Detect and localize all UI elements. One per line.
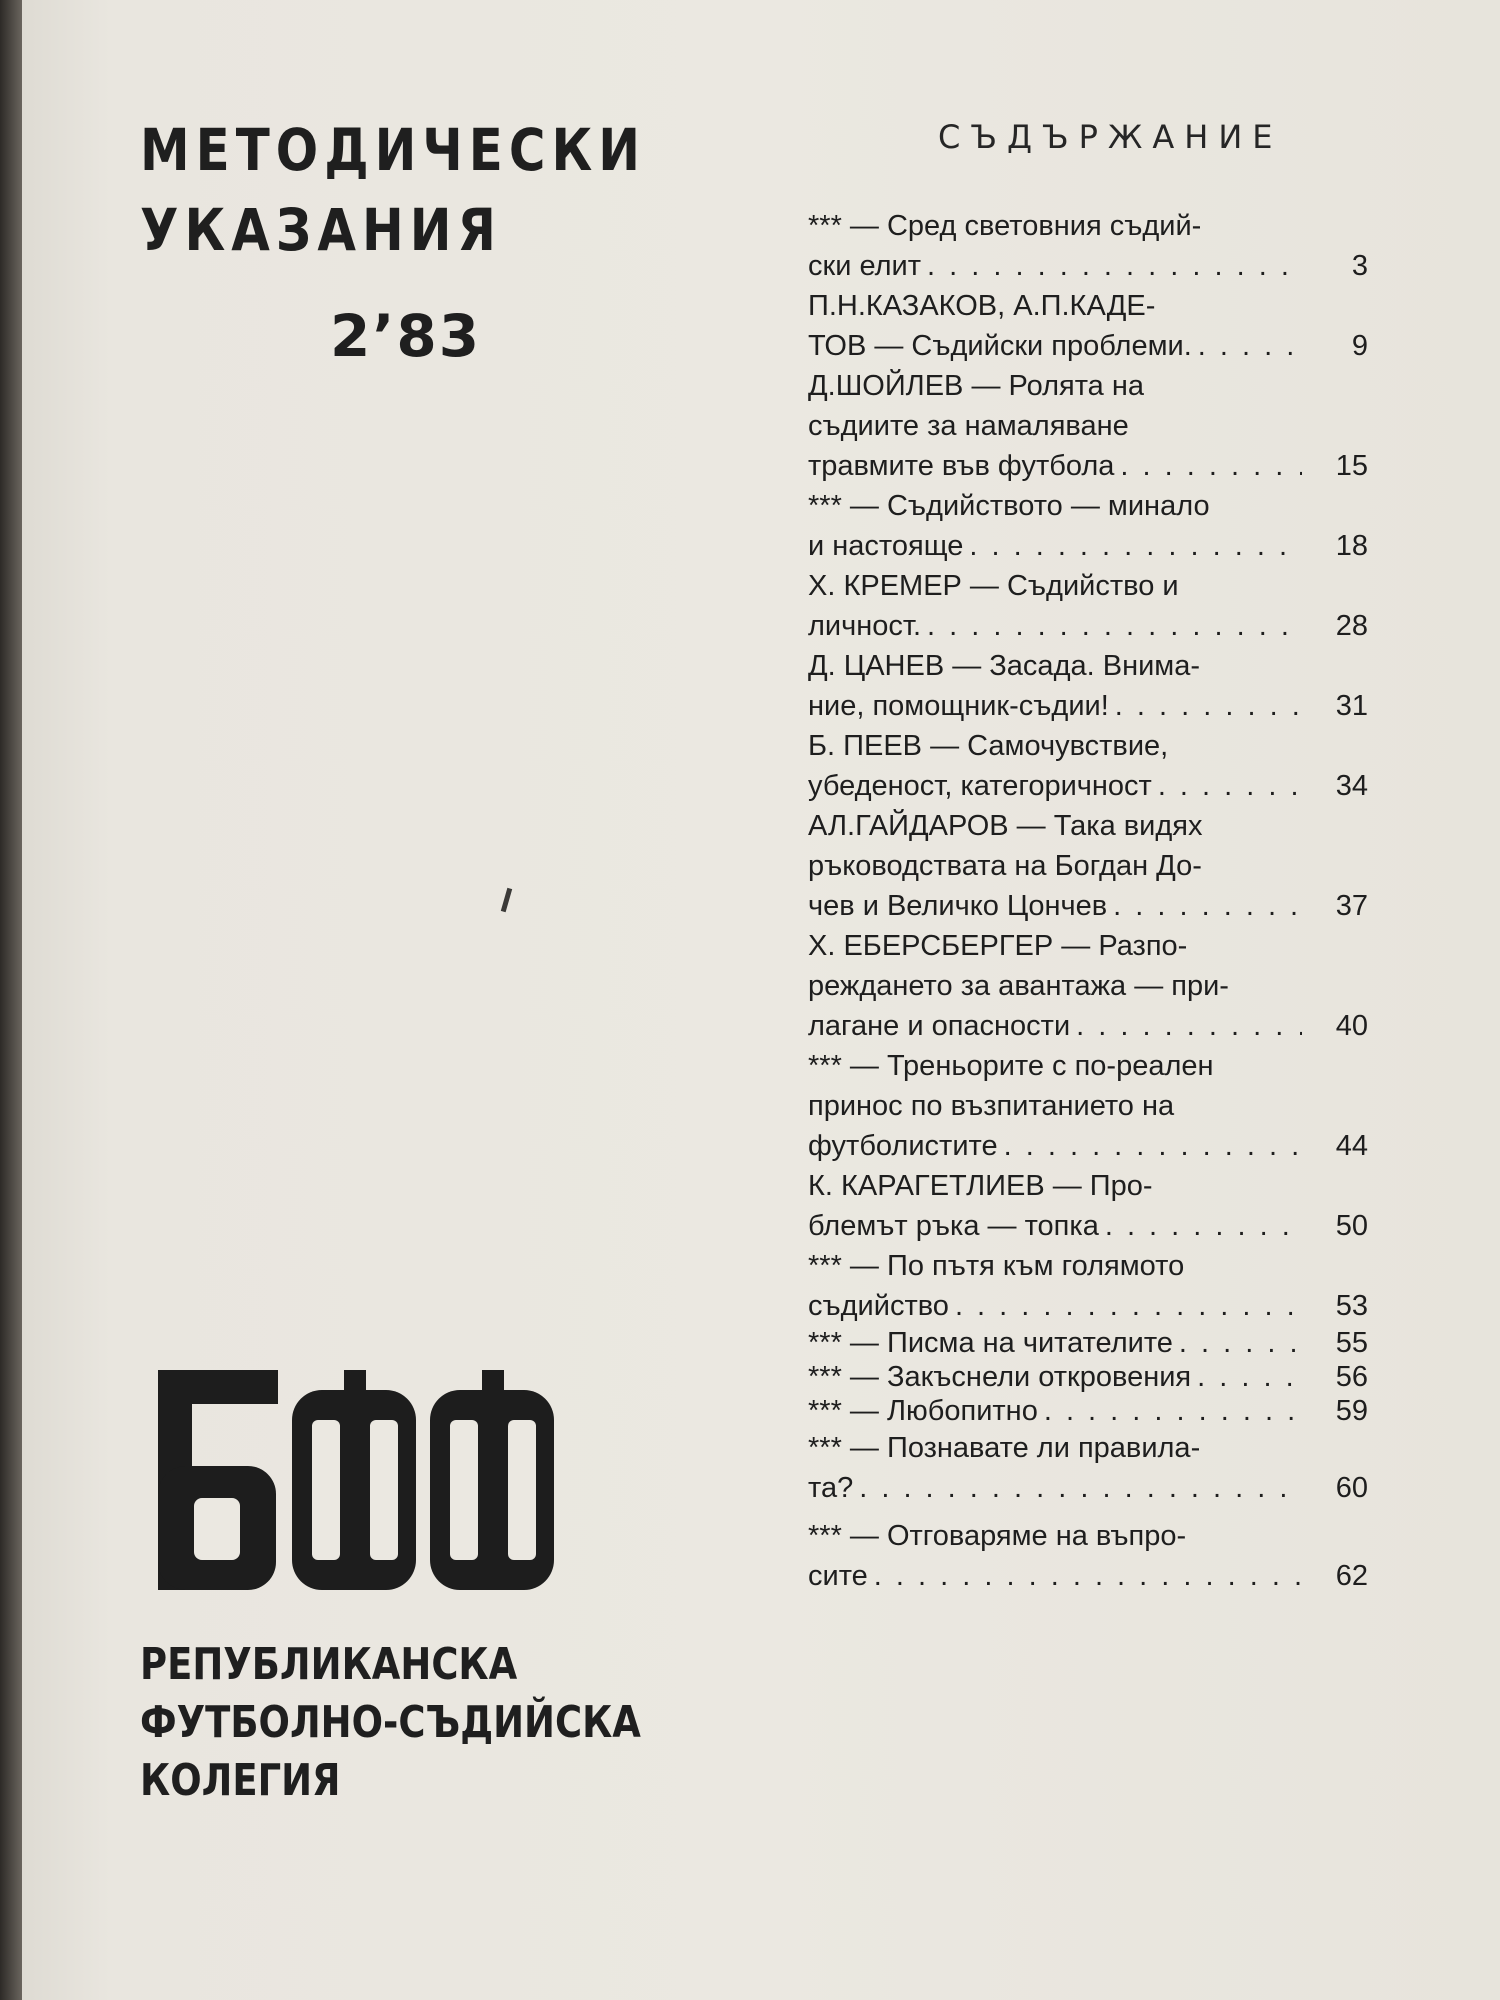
toc-entry-line: *** — Сред световния съдий- [808, 210, 1202, 242]
toc-entry-line: принос по възпитанието на [808, 1090, 1175, 1122]
toc-entry-line: *** — Отговаряме на въпро- [808, 1520, 1187, 1552]
toc-entry-text: *** — Писма на читателите [808, 1327, 1173, 1359]
publication-title [140, 110, 646, 270]
toc-entry [808, 726, 1368, 806]
toc-entry-final-line [808, 1360, 1368, 1394]
toc-entry-line: *** — По пътя към голямото [808, 1250, 1185, 1282]
dot-leader [853, 1468, 1302, 1508]
toc-page-number: 15 [1335, 450, 1368, 482]
ink-mark [501, 888, 512, 912]
dot-leader [1038, 1394, 1302, 1428]
toc-entry [808, 806, 1368, 926]
toc-page-number: 53 [1335, 1290, 1368, 1322]
toc-entry-line: *** — Съдийството — минало [808, 490, 1210, 522]
toc-entry-final-line [808, 246, 1368, 286]
dot-leader [1070, 1006, 1302, 1046]
toc-page-number: 60 [1335, 1472, 1368, 1504]
dot-leader [921, 606, 1302, 646]
page-edge [0, 0, 22, 2000]
toc-entry-line: Х. КРЕМЕР — Съдийство и [808, 570, 1179, 602]
toc-entry [808, 646, 1368, 726]
toc-entry-final-line [808, 1206, 1368, 1246]
toc-entry [808, 1516, 1368, 1596]
toc-entry-line: АЛ.ГАЙДАРОВ — Така видях [808, 810, 1203, 842]
dot-leader [1152, 766, 1302, 806]
toc-entry-final-line [808, 1326, 1368, 1360]
toc-entry-text: сите [808, 1560, 868, 1592]
toc-page-number: 50 [1335, 1210, 1368, 1242]
toc-entry-text: убеденост, категоричност [808, 770, 1152, 802]
dot-leader [1192, 326, 1302, 366]
toc-entry [808, 1326, 1368, 1360]
dot-leader [1107, 886, 1302, 926]
toc-entry-line: *** — Познавате ли правила- [808, 1432, 1201, 1464]
dot-leader [1191, 1360, 1302, 1394]
toc-entry-text: травмите във футбола [808, 450, 1115, 482]
toc-entry-text: ски елит [808, 250, 922, 282]
toc-entry-final-line [808, 326, 1368, 366]
title-line-1: МЕТОДИЧЕСКИ [140, 116, 647, 184]
toc-entry-line: К. КАРАГЕТЛИЕВ — Про- [808, 1170, 1153, 1202]
toc-entry-line: П.Н.КАЗАКОВ, А.П.КАДЕ- [808, 290, 1156, 322]
toc-entry [808, 1360, 1368, 1394]
organization-name [140, 1636, 641, 1810]
toc-page-number: 40 [1335, 1010, 1368, 1042]
toc-entry-final-line [808, 1286, 1368, 1326]
toc-entry-line: Д.ШОЙЛЕВ — Ролята на [808, 370, 1144, 402]
toc-entry-text: ТОВ — Съдийски проблеми. [808, 330, 1192, 362]
toc-entry-text: чев и Величко Цончев [808, 890, 1108, 922]
toc-page-number: 9 [1351, 330, 1368, 362]
toc-entry-final-line [808, 1468, 1368, 1508]
dot-leader [1109, 686, 1302, 726]
toc-entry-text: *** — Любопитно [808, 1395, 1038, 1427]
toc-entry-final-line [808, 606, 1368, 646]
toc-page-number: 55 [1335, 1327, 1368, 1359]
toc-entry [808, 1394, 1368, 1428]
toc-page-number: 62 [1335, 1560, 1368, 1592]
toc-page-number: 37 [1335, 890, 1368, 922]
issue-number: 2’83 [330, 302, 482, 370]
toc-entry-line: Х. ЕБЕРСБЕРГЕР — Разпо- [808, 930, 1188, 962]
dot-leader [921, 246, 1302, 286]
toc-entry-text: та? [808, 1472, 854, 1504]
toc-entry-text: ние, помощник-съдии! [808, 690, 1109, 722]
toc-entry [808, 1428, 1368, 1516]
toc-page-number: 59 [1335, 1395, 1368, 1427]
toc-entry-final-line [808, 1006, 1368, 1046]
dot-leader [1099, 1206, 1302, 1246]
toc-entry-final-line [808, 686, 1368, 726]
toc-entry-line: Д. ЦАНЕВ — Засада. Внима- [808, 650, 1201, 682]
toc-entry [808, 366, 1368, 486]
toc-entry-line: съдиите за намаляване [808, 410, 1129, 442]
toc-entry-final-line [808, 526, 1368, 566]
toc-entry-line: *** — Треньорите с по-реален [808, 1050, 1214, 1082]
dot-leader [868, 1556, 1302, 1596]
toc-entry-final-line [808, 1126, 1368, 1166]
toc-entry-final-line [808, 446, 1368, 486]
toc-page-number: 3 [1351, 250, 1368, 282]
toc-entry-line: Б. ПЕЕВ — Самочувствие, [808, 730, 1169, 762]
toc-entry [808, 206, 1368, 286]
toc-page-number: 34 [1335, 770, 1368, 802]
toc-entry [808, 1246, 1368, 1326]
toc-entry [808, 926, 1368, 1046]
toc-entry-text: блемът ръка — топка [808, 1210, 1099, 1242]
bff-logo [158, 1370, 558, 1590]
toc-entry [808, 486, 1368, 566]
toc-entry-final-line [808, 886, 1368, 926]
dot-leader [998, 1126, 1302, 1166]
dot-leader [1114, 446, 1302, 486]
org-line-1: РЕПУБЛИКАНСКА [140, 1639, 518, 1690]
table-of-contents [808, 206, 1368, 1596]
dot-leader [949, 1286, 1302, 1326]
toc-entry-line: реждането за авантажа — при- [808, 970, 1229, 1002]
toc-entry-text: лагане и опасности [808, 1010, 1071, 1042]
toc-entry [808, 1046, 1368, 1166]
toc-entry-text: футболистите [808, 1130, 998, 1162]
toc-page-number: 56 [1335, 1361, 1368, 1393]
toc-page-number: 28 [1335, 610, 1368, 642]
spacer [808, 1508, 1368, 1516]
toc-heading: СЪДЪРЖАНИЕ [938, 118, 1283, 156]
toc-entry-final-line [808, 1556, 1368, 1596]
toc-page-number: 18 [1335, 530, 1368, 562]
toc-page-number: 31 [1335, 690, 1368, 722]
org-line-3: КОЛЕГИЯ [140, 1755, 341, 1806]
title-line-2: УКАЗАНИЯ [140, 196, 502, 264]
toc-entry [808, 566, 1368, 646]
toc-page-number: 44 [1335, 1130, 1368, 1162]
toc-entry-text: съдийство [808, 1290, 949, 1322]
toc-entry-text: *** — Закъснели откровения [808, 1361, 1192, 1393]
toc-entry-final-line [808, 1394, 1368, 1428]
toc-entry-text: личност. [808, 610, 921, 642]
toc-entry [808, 1166, 1368, 1246]
toc-entry-line: ръководствата на Богдан До- [808, 850, 1202, 882]
toc-entry-final-line [808, 766, 1368, 806]
dot-leader [1173, 1326, 1302, 1360]
org-line-2: ФУТБОЛНО-СЪДИЙСКА [140, 1697, 641, 1748]
magazine-page [22, 0, 1500, 2000]
toc-entry [808, 286, 1368, 366]
dot-leader [963, 526, 1302, 566]
toc-entry-text: и настояще [808, 530, 964, 562]
